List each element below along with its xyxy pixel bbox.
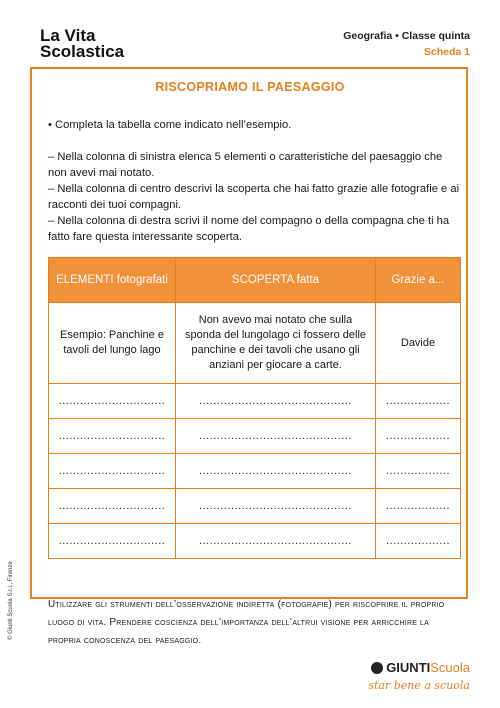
page-title: RISCOPRIAMO IL PAESAGGIO (155, 80, 345, 94)
publisher-logo (371, 660, 470, 675)
blank-elemento[interactable] (49, 454, 176, 489)
blank-grazie[interactable] (376, 489, 461, 524)
dotted-line: .............................. (58, 534, 166, 547)
sheet-number: Scheda 1 (423, 46, 470, 58)
learning-objective-note: Utilizzare gli strumenti dell’osservazione indiretta (fotografie) per riscoprire il proprio luogo di vita. Prendere coscienza dell’importanza dell’altrui visione per arricchire la propria conoscenza del paesaggio. (48, 599, 445, 646)
dotted-line: .................. (385, 534, 450, 547)
table-row-example (49, 303, 461, 384)
example-elemento: Esempio: Panchine e tavoli del lungo lago (49, 303, 176, 384)
publisher-name-2: Scuola (430, 660, 470, 675)
instruction-intro: • Completa la tabella come indicato nell’esempio. (48, 119, 292, 131)
dotted-line: .............................. (58, 464, 166, 477)
logo-line-1: La Vita (40, 26, 96, 45)
blank-scoperta[interactable] (176, 384, 376, 419)
dotted-line: .................. (385, 499, 450, 512)
blank-elemento[interactable] (49, 524, 176, 559)
blank-scoperta[interactable] (176, 524, 376, 559)
table-row (49, 489, 461, 524)
dotted-line: .................. (385, 429, 450, 442)
brand-logo (40, 28, 124, 60)
instruction-item-1: – Nella colonna di sinistra elenca 5 elementi o caratteristiche del paesaggio che non avevi mai notato. (48, 151, 443, 179)
publisher-name-1: GIUNTI (386, 660, 431, 675)
table-header-row (49, 258, 461, 303)
dotted-line: .................. (385, 394, 450, 407)
blank-elemento[interactable] (49, 489, 176, 524)
header-elementi: ELEMENTI fotografati (49, 258, 176, 303)
blank-grazie[interactable] (376, 384, 461, 419)
blank-scoperta[interactable] (176, 419, 376, 454)
dotted-line: ........................................... (199, 534, 352, 547)
dotted-line: .................. (385, 464, 450, 477)
blank-grazie[interactable] (376, 524, 461, 559)
dotted-line: ........................................... (199, 499, 352, 512)
dotted-line: ........................................... (199, 429, 352, 442)
table-row (49, 454, 461, 489)
table-row (49, 524, 461, 559)
dotted-line: ........................................... (199, 394, 352, 407)
header-scoperta: SCOPERTA fatta (176, 258, 376, 303)
dotted-line: .............................. (58, 429, 166, 442)
logo-line-2: Scolastica (40, 42, 125, 61)
example-scoperta: Non avevo mai notato che sulla sponda del lungolago ci fossero delle panchine e dei tavoli che usano gli anziani per giocare a carte. (176, 303, 376, 384)
giunti-mark-icon (371, 662, 383, 674)
instruction-item-2: – Nella colonna di centro descrivi la scoperta che hai fatto grazie alle fotografie e ai racconti dei tuoi compagni. (48, 183, 460, 211)
blank-elemento[interactable] (49, 419, 176, 454)
header-grazie: Grazie a... (376, 258, 461, 303)
blank-grazie[interactable] (376, 419, 461, 454)
copyright-notice: © Giunti Scuola S.r.l., Firenze (8, 561, 14, 640)
table-row (49, 384, 461, 419)
blank-grazie[interactable] (376, 454, 461, 489)
subject-label: Geografia • Classe quinta (343, 30, 470, 42)
publisher-slogan: star bene a scuola (368, 679, 470, 692)
dotted-line: .............................. (58, 499, 166, 512)
table-row (49, 419, 461, 454)
example-grazie: Davide (376, 303, 461, 384)
blank-scoperta[interactable] (176, 489, 376, 524)
dotted-line: .............................. (58, 394, 166, 407)
blank-scoperta[interactable] (176, 454, 376, 489)
dotted-line: ........................................... (199, 464, 352, 477)
instruction-item-3: – Nella colonna di destra scrivi il nome del compagno o della compagna che ti ha fatto fare questa interessante scoperta. (48, 215, 450, 243)
worksheet-table (48, 257, 461, 559)
blank-elemento[interactable] (49, 384, 176, 419)
